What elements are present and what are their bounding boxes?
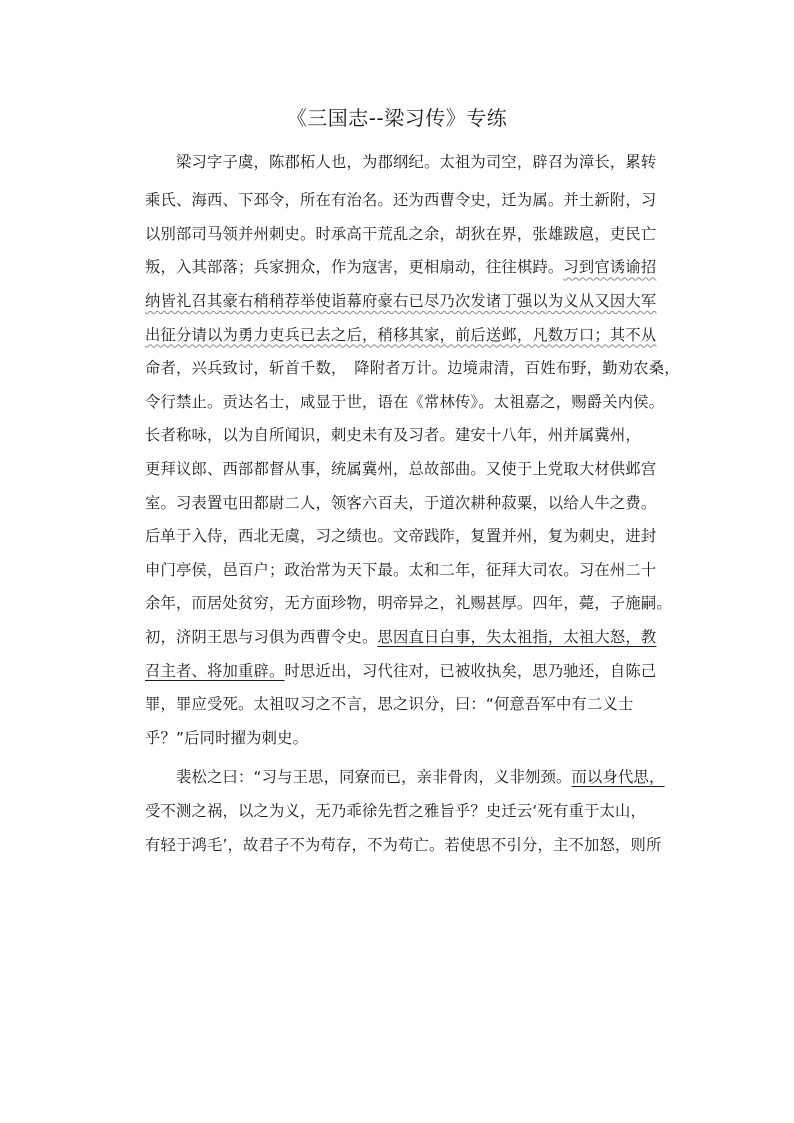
text-segment: 时思近出，习代往对，已被收执矣，思乃驰还，自陈己	[284, 661, 657, 680]
text-segment: 裴松之曰：“习与王思，同寮而已，亲非骨肉，义非刎颈。	[145, 768, 572, 787]
text-line: 乘氏、海西、下邳令，所在有治名。还为西曹令史，迁为属。并土新附，习	[145, 191, 657, 210]
text-line: 申门亭侯，邑百户；政治常为天下最。太和二年，征拜大司农。习在州二十	[145, 560, 657, 579]
text-line: 室。习表置屯田都尉二人，领客六百夫，于道次耕种菽粟，以给人牛之费。	[145, 493, 657, 512]
text-segment: 叛，入其部落；兵家拥众，作为寇害，更相扇动，往往棋跱。	[145, 258, 564, 277]
underlined-phrase: 思因直日白事，失太祖指，太祖大怒，教	[377, 628, 657, 647]
text-line	[145, 761, 685, 795]
text-line: 受不测之祸，以之为义，无乃乖徐先哲之雅旨乎？史迁云‘死有重于太山，	[145, 801, 646, 820]
text-line: 令行禁止。贡达名士，咸显于世，语在《常林传》。太祖嘉之，赐爵关内侯。	[145, 392, 665, 411]
text-line: 命者，兴兵致讨，斩首千数， 降附者万计。边境肃清，百姓布野，勤劝农桑，	[145, 359, 680, 378]
text-line: 罪，罪应受死。太祖叹习之不言，思之识分，曰：“何意吾军中有二义士	[145, 695, 634, 714]
text-line	[145, 319, 685, 353]
page-title: 《三国志--梁习传》专练	[286, 106, 508, 130]
text-line	[145, 655, 685, 689]
underlined-phrase: 召主者、将加重辟。	[145, 661, 285, 680]
passage-body	[145, 146, 685, 862]
text-line: 有轻于鸿毛’，故君子不为苟存，不为苟亡。若使思不引分，主不加怒，则所	[145, 835, 662, 854]
text-segment: 初，济阴王思与习俱为西曹令史。	[145, 628, 378, 647]
text-line: 长者称咏，以为自所闻识，刺史未有及习者。建安十八年，州并属冀州，	[145, 426, 641, 445]
marked-phrase: 出征分请以为勇力吏兵已去之后，稍移其家，前后送邺，凡数万口；其不从	[145, 325, 657, 344]
marked-phrase: 习到官诱谕招	[563, 258, 657, 277]
text-line	[145, 251, 685, 285]
text-line: 余年，而居处贫穷，无方面珍物，明帝异之，礼赐甚厚。四年，薨，子施嗣。	[145, 594, 672, 613]
marked-phrase: 纳皆礼召其豪右稍稍荐举使诣幕府豪右已尽乃次发诸丁强以为义从又因大军	[145, 292, 657, 311]
underlined-phrase: 而以身代思，	[571, 768, 665, 787]
text-line	[145, 285, 685, 319]
text-line: 梁习字子虞，陈郡柘人也，为郡纲纪。太祖为司空，辟召为漳长，累转	[145, 153, 657, 171]
text-line: 以别部司马领并州刺史。时承高干荒乱之余，胡狄在界，张雄跋扈，吏民亡	[145, 224, 657, 243]
text-line: 后单于入侍，西北无虞，习之绩也。文帝践阼，复置并州，复为刺史，进封	[145, 527, 657, 546]
text-line	[145, 621, 685, 655]
text-line: 乎？”后同时擢为刺史。	[145, 728, 309, 747]
text-line: 更拜议郎、西部都督从事，统属冀州，总故部曲。又使于上党取大材供邺宫	[145, 460, 657, 479]
